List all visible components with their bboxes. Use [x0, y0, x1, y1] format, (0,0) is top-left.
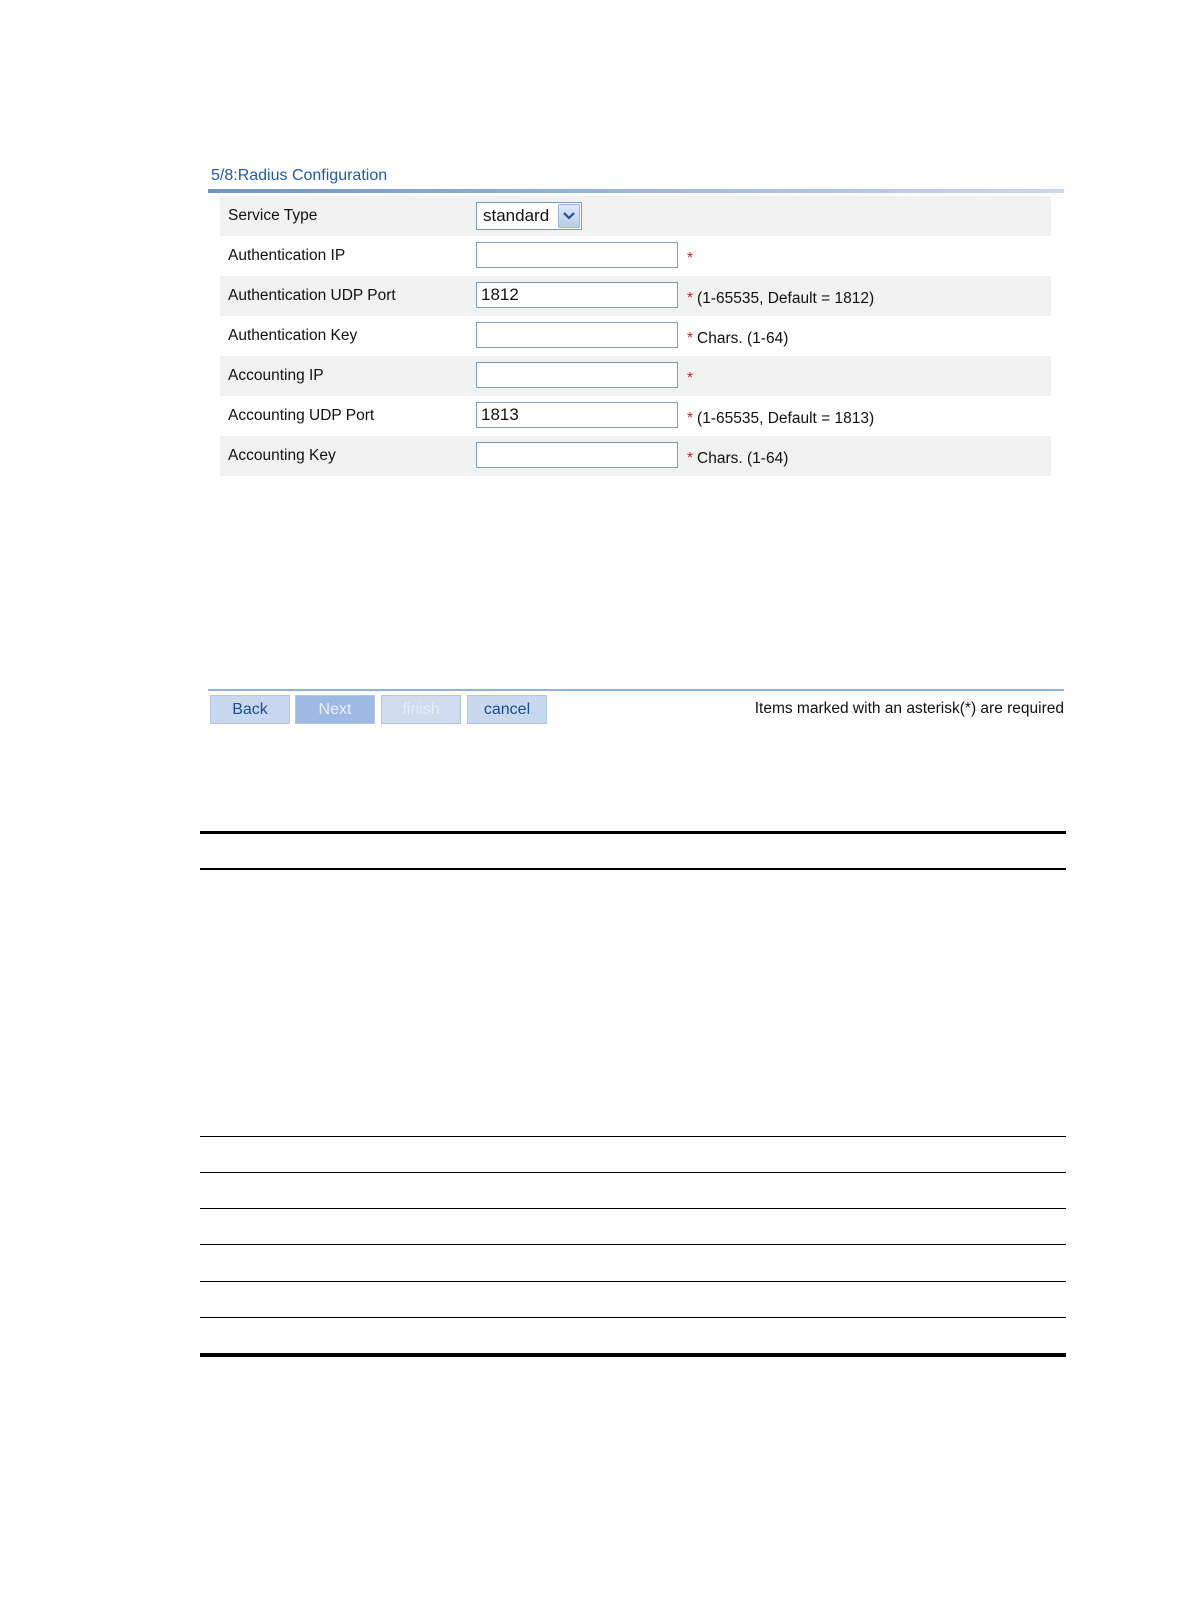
service-type-value: standard: [483, 206, 550, 225]
required-fields-note: Items marked with an asterisk(*) are required: [754, 700, 1064, 717]
row-service-type: [220, 196, 1051, 236]
authentication-ip-label: Authentication IP: [228, 247, 346, 264]
accounting-udp-port-hint: * (1-65535, Default = 1813): [687, 410, 875, 427]
required-star: *: [687, 250, 694, 267]
required-star: *: [687, 410, 694, 427]
required-star: *: [687, 290, 694, 307]
row-authentication-key: [220, 316, 1051, 356]
accounting-ip-label: Accounting IP: [228, 367, 324, 384]
table-row-rule: [200, 1172, 1066, 1173]
table-row-rule: [200, 1317, 1066, 1318]
authentication-ip-hint: [687, 250, 697, 268]
row-accounting-udp-port: [220, 396, 1051, 436]
authentication-ip-input[interactable]: [476, 242, 678, 268]
table-row-rule: [200, 1208, 1066, 1209]
table-row-rule: [200, 1281, 1066, 1282]
authentication-udp-port-label: Authentication UDP Port: [228, 287, 396, 304]
accounting-udp-port-label: Accounting UDP Port: [228, 407, 375, 424]
row-accounting-key: [220, 436, 1051, 476]
chevron-down-icon[interactable]: [558, 204, 580, 228]
footer-divider: [208, 689, 1064, 691]
table-row-rule: [200, 1244, 1066, 1245]
authentication-udp-port-input[interactable]: [476, 282, 678, 308]
table-bottom-rule: [200, 1353, 1066, 1357]
service-type-label: Service Type: [228, 207, 318, 224]
authentication-key-hint: * Chars. (1-64): [687, 330, 789, 347]
table-row-rule: [200, 1136, 1066, 1137]
radius-config-panel: [208, 165, 1064, 467]
next-button[interactable]: Next: [295, 695, 375, 724]
authentication-key-input[interactable]: [476, 322, 678, 348]
row-authentication-ip: [220, 236, 1051, 276]
required-star: *: [687, 370, 694, 387]
authentication-udp-port-hint: * (1-65535, Default = 1812): [687, 290, 875, 307]
table-header-rule: [200, 868, 1066, 870]
accounting-ip-input[interactable]: [476, 362, 678, 388]
table-top-rule: [200, 831, 1066, 834]
accounting-key-label: Accounting Key: [228, 447, 336, 464]
accounting-key-input[interactable]: [476, 442, 678, 468]
panel-title: 5/8:Radius Configuration: [211, 167, 388, 184]
accounting-key-hint: * Chars. (1-64): [687, 450, 789, 467]
title-divider: [208, 189, 1064, 193]
row-authentication-udp-port: [220, 276, 1051, 316]
finish-button[interactable]: finish: [381, 695, 461, 724]
required-star: *: [687, 450, 694, 467]
accounting-udp-port-input[interactable]: [476, 402, 678, 428]
accounting-ip-hint: [687, 370, 697, 388]
radius-form: [220, 196, 1051, 476]
row-accounting-ip: [220, 356, 1051, 396]
authentication-key-label: Authentication Key: [228, 327, 358, 344]
cancel-button[interactable]: cancel: [467, 695, 547, 724]
back-button[interactable]: Back: [210, 695, 290, 724]
required-star: *: [687, 330, 694, 347]
service-type-select[interactable]: [476, 202, 582, 230]
